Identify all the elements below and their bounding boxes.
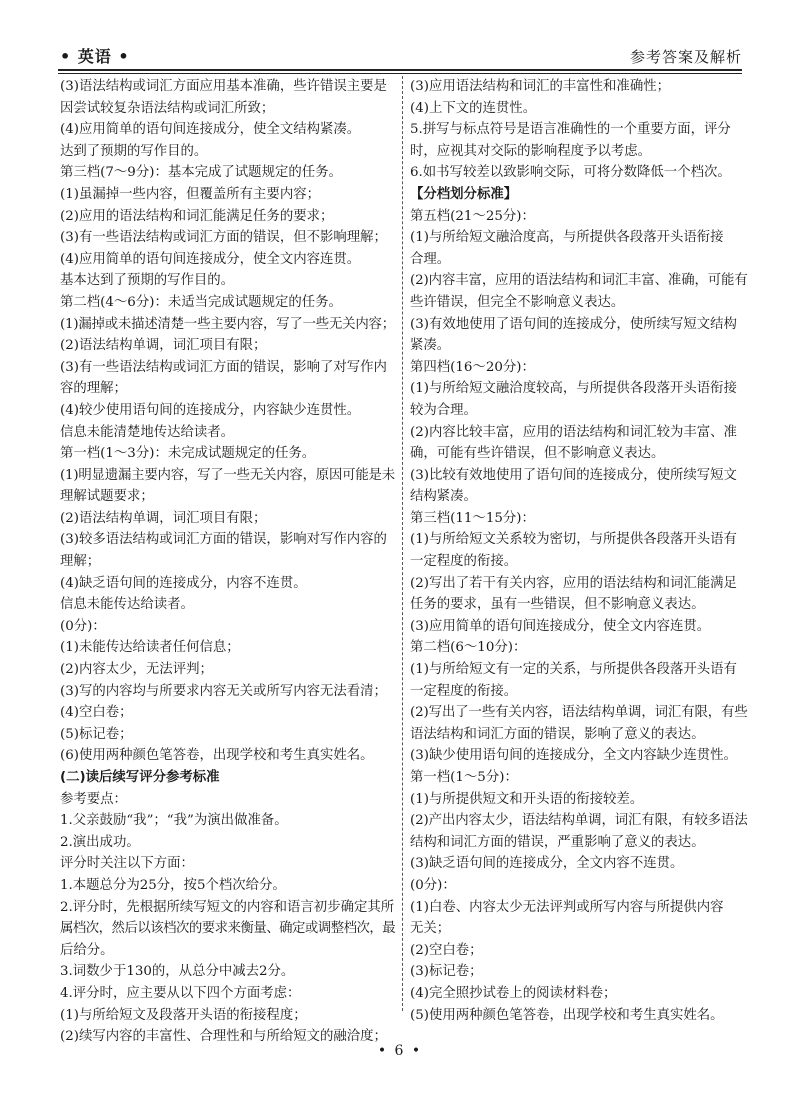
header-rule-thin (58, 73, 742, 74)
text-line: (1)与所给短文及段落开头语的衔接程度； (60, 1007, 307, 1023)
text-line: (2)空白卷； (410, 942, 483, 958)
text-line: (1)与所给短文融洽度高，与所提供各段落开头语衔接 (410, 230, 724, 246)
text-line: (3)写的内容均与所要求内容无关或所写内容无法看清； (60, 683, 387, 699)
text-line: 时，应视其对交际的影响程度予以考虑。 (410, 143, 652, 159)
text-line: (2)写出了若干有关内容，应用的语法结构和词汇能满足 (410, 575, 737, 591)
text-line: (3)语法结构或词汇方面应用基本准确，些许错误主要是 (60, 79, 387, 94)
text-line: (4)较少使用语句间的连接成分，内容缺少连贯性。 (60, 402, 361, 418)
subject-label: • 英语 • (60, 47, 130, 66)
text-line: 容的理解； (60, 381, 127, 397)
page-number: • 6 • (377, 1043, 423, 1059)
text-line: 第二档(4～6分)：未适当完成试题规定的任务。 (60, 294, 342, 310)
text-line: (2)续写内容的丰富性、合理性和与所给短文的融洽度； (60, 1029, 387, 1045)
text-line: (3)标记卷； (410, 964, 483, 980)
text-line: (2)产出内容太少，语法结构单调，词汇有限，有较多语法 (410, 813, 748, 829)
text-line: (5)标记卷； (60, 726, 133, 742)
text-line: 结构和词汇方面的错误，严重影响了意义的表达。 (410, 834, 705, 850)
text-line: (2)内容太少，无法评判； (60, 662, 213, 678)
text-line: 后给分。 (60, 942, 114, 958)
text-line: 结构紧凑。 (410, 489, 477, 505)
text-line: (1)与所给短文关系较为密切，与所提供各段落开头语有 (410, 532, 737, 548)
text-line: (2)语法结构单调，词汇项目有限； (60, 510, 267, 526)
text-line: 因尝试较复杂语法结构或词汇所致； (60, 100, 275, 116)
right-column (410, 76, 748, 1026)
section-title: 参考答案及解析 (629, 48, 742, 66)
text-line: 任务的要求，虽有一些错误，但不影响意义表达。 (410, 597, 705, 613)
text-line: 第一档(1～5分)： (410, 770, 518, 785)
text-line: 评分时关注以下方面： (60, 856, 194, 872)
text-line: (2)应用的语法结构和词汇能满足任务的要求； (60, 208, 334, 224)
text-line: (3)有一些语法结构或词汇方面的错误，影响了对写作内 (60, 359, 387, 375)
text-line: 第三档(11～15分)： (410, 510, 535, 526)
text-line: 第二档(6～10分)： (410, 640, 527, 656)
text-line: 较为合理。 (410, 402, 477, 418)
text-line: (1)明显遗漏主要内容，写了一些无关内容，原因可能是未 (60, 467, 395, 483)
text-line: 5.拼写与标点符号是语言准确性的一个重要方面，评分 (410, 122, 731, 138)
text-line: (3)缺少使用语句间的连接成分，全文内容缺少连贯性。 (410, 748, 737, 764)
text-line: (3)应用语法结构和词汇的丰富性和准确性； (410, 79, 670, 94)
text-line: 6.如书写较差以致影响交际，可将分数降低一个档次。 (410, 165, 731, 181)
text-line: 2.演出成功。 (60, 834, 140, 850)
text-line: (2)语法结构单调，词汇项目有限； (60, 338, 267, 354)
text-line: (二)读后续写评分参考标准 (60, 770, 220, 785)
text-line: (4)空白卷； (60, 705, 133, 721)
text-line: 理解； (60, 554, 101, 570)
text-line: 信息未能传达给读者。 (60, 597, 194, 613)
text-line: 些许错误，但完全不影响意义表达。 (410, 294, 625, 310)
text-line: 第四档(16～20分)： (410, 359, 535, 375)
text-line: 信息未能清楚地传达给读者。 (60, 424, 235, 440)
text-line: 第三档(7～9分)：基本完成了试题规定的任务。 (60, 165, 342, 181)
text-line: (1)漏掉或未描述清楚一些主要内容，写了一些无关内容； (60, 316, 395, 332)
text-line: (1)与所给短文有一定的关系，与所提供各段落开头语有 (410, 662, 737, 678)
text-line: 基本达到了预期的写作目的。 (60, 273, 235, 289)
text-line: (3)应用简单的语句间连接成分，使全文内容连贯。 (410, 618, 711, 634)
text-line: (1)与所提供短文和开头语的衔接较差。 (410, 791, 644, 807)
text-line: (2)内容丰富，应用的语法结构和词汇丰富、准确，可能有 (410, 273, 748, 289)
text-line: (1)虽漏掉一些内容，但覆盖所有主要内容； (60, 186, 320, 202)
text-line: (0分)： (60, 618, 106, 634)
text-line: (0分)： (410, 877, 456, 893)
text-line: 【分档划分标准】 (410, 186, 518, 202)
text-line: 达到了预期的写作目的。 (60, 143, 208, 159)
text-line: (4)缺乏语句间的连接成分，内容不连贯。 (60, 575, 307, 591)
text-line: (3)缺乏语句间的连接成分，全文内容不连贯。 (410, 856, 684, 872)
column-divider (402, 76, 403, 1011)
page-header (60, 41, 742, 67)
text-line: 属档次，然后以该档次的要求来衡量、确定或调整档次，最 (60, 921, 396, 937)
text-line: 一定程度的衔接。 (410, 683, 518, 699)
text-line: 参考要点： (60, 791, 127, 807)
text-line: 无关； (410, 921, 451, 937)
text-line: (3)有效地使用了语句间的连接成分，使所续写短文结构 (410, 316, 737, 332)
text-line: (3)比较有效地使用了语句间的连接成分，使所续写短文 (410, 467, 737, 483)
text-line: 理解试题要求； (60, 489, 154, 505)
header-rule-thick (58, 69, 742, 71)
text-line: 1.本题总分为25分，按5个档次给分。 (60, 877, 286, 893)
text-line: (4)应用简单的语句间连接成分，使全文内容连贯。 (60, 251, 361, 267)
text-line: (1)未能传达给读者任何信息； (60, 640, 240, 656)
text-line: (4)应用简单的语句间连接成分，使全文结构紧凑。 (60, 122, 361, 138)
text-line: (3)有一些语法结构或词汇方面的错误，但不影响理解； (60, 230, 387, 246)
text-line: (4)上下文的连贯性。 (410, 100, 537, 116)
text-line: 紧凑。 (410, 338, 451, 354)
text-line: (4)完全照抄试卷上的阅读材料卷； (410, 985, 617, 1001)
text-line: 1.父亲鼓励“我”；“我”为演出做准备。 (60, 813, 288, 829)
text-line: (5)使用两种颜色笔答卷，出现学校和考生真实姓名。 (410, 1007, 724, 1023)
text-line: (6)使用两种颜色笔答卷，出现学校和考生真实姓名。 (60, 748, 374, 764)
text-line: 2.评分时，先根据所续写短文的内容和语言初步确定其所 (60, 899, 395, 915)
text-line: 第五档(21～25分)： (410, 208, 535, 224)
text-line: (2)内容比较丰富，应用的语法结构和词汇较为丰富、准 (410, 424, 737, 440)
text-line: (1)白卷、内容太少无法评判或所写内容与所提供内容 (410, 899, 724, 915)
text-line: 确，可能有些许错误，但不影响意义表达。 (410, 446, 665, 462)
text-line: 3.词数少于130的，从总分中减去2分。 (60, 964, 295, 980)
text-line: 语法结构和词汇方面的错误，影响了意义的表达。 (410, 726, 705, 742)
text-line: 一定程度的衔接。 (410, 554, 518, 570)
text-line: (3)较多语法结构或词汇方面的错误，影响对写作内容的 (60, 532, 387, 548)
text-line: 4.评分时，应主要从以下四个方面考虑： (60, 985, 301, 1001)
text-line: (2)写出了一些有关内容，语法结构单调，词汇有限，有些 (410, 705, 748, 721)
left-column (60, 76, 396, 1048)
text-line: 第一档(1～3分)：未完成试题规定的任务。 (60, 446, 316, 462)
text-line: 合理。 (410, 251, 451, 267)
text-line: (1)与所给短文融洽度较高，与所提供各段落开头语衔接 (410, 381, 737, 397)
